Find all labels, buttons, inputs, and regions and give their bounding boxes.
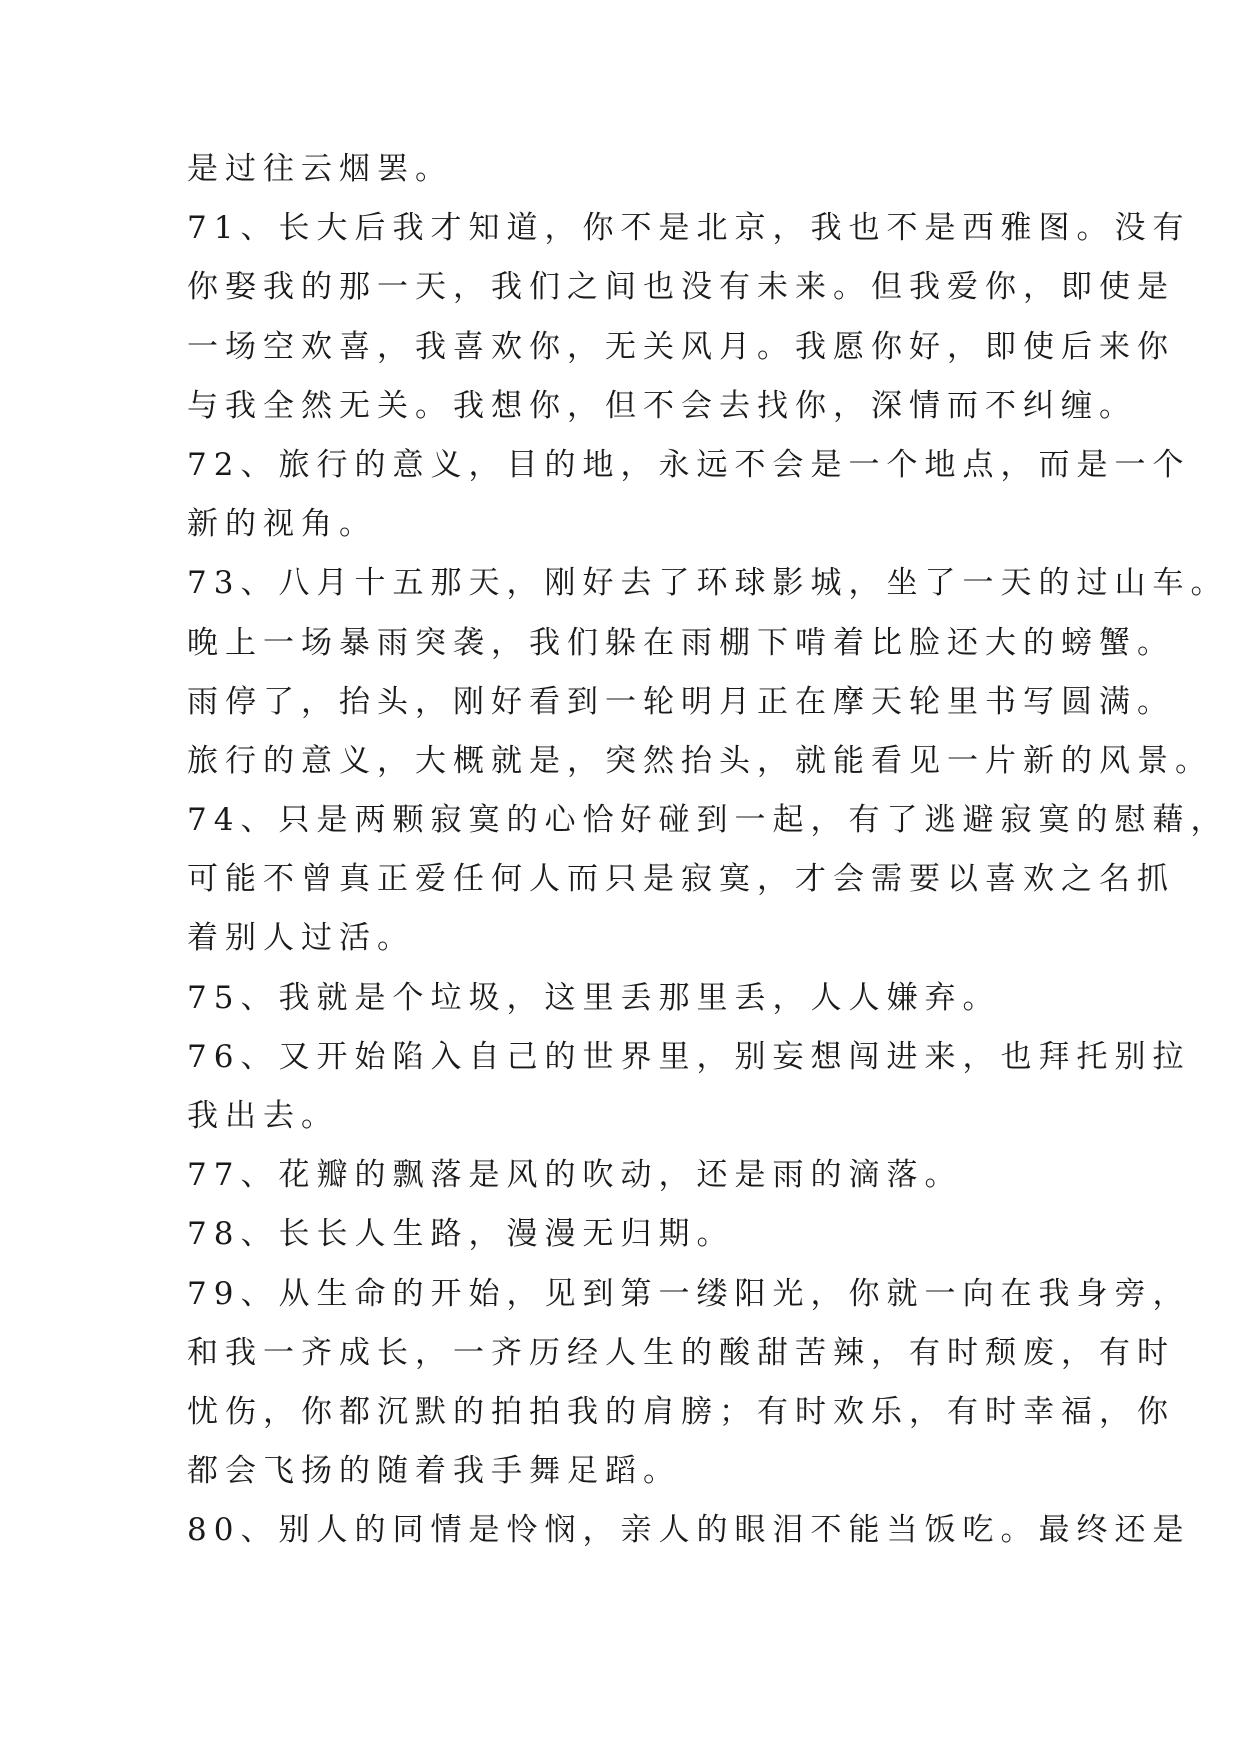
text-line: 74、只是两颗寂寞的心恰好碰到一起，有了逃避寂寞的慰藉， — [187, 802, 1229, 839]
text-line: 80、别人的同情是怜悯，亲人的眼泪不能当饭吃。最终还是 — [187, 1512, 1191, 1549]
text-line: 和我一齐成长，一齐历经人生的酸甜苦辣，有时颓废，有时 — [187, 1334, 1175, 1371]
text-line: 71、长大后我才知道，你不是北京，我也不是西雅图。没有 — [187, 210, 1191, 247]
text-line: 78、长长人生路，漫漫无归期。 — [187, 1216, 735, 1253]
text-line: 新的视角。 — [187, 506, 377, 543]
document-body — [0, 140, 1241, 1561]
text-line: 76、又开始陷入自己的世界里，别妄想闯进来，也拜托别拉 — [187, 1038, 1191, 1075]
text-line: 是过往云烟罢。 — [187, 151, 453, 187]
text-line: 一场空欢喜，我喜欢你，无关风月。我愿你好，即使后来你 — [187, 328, 1175, 365]
text-line: 77、花瓣的飘落是风的吹动，还是雨的滴落。 — [187, 1157, 963, 1194]
text-line: 你娶我的那一天，我们之间也没有未来。但我爱你，即使是 — [187, 269, 1175, 306]
text-line: 79、从生命的开始，见到第一缕阳光，你就一向在我身旁， — [187, 1275, 1191, 1312]
text-line: 与我全然无关。我想你，但不会去找你，深情而不纠缠。 — [187, 387, 1137, 424]
text-line: 我出去。 — [187, 1098, 339, 1134]
text-line: 75、我就是个垃圾，这里丢那里丢，人人嫌弃。 — [187, 979, 1001, 1016]
text-line: 都会飞扬的随着我手舞足蹈。 — [187, 1453, 681, 1490]
text-line: 可能不曾真正爱任何人而只是寂寞，才会需要以喜欢之名抓 — [187, 861, 1175, 898]
text-line: 旅行的意义，大概就是，突然抬头，就能看见一片新的风景。 — [187, 742, 1213, 779]
text-line: 着别人过活。 — [187, 920, 415, 957]
text-line: 晚上一场暴雨突袭，我们躲在雨棚下啃着比脸还大的螃蟹。 — [187, 624, 1175, 661]
text-line: 雨停了，抬头，刚好看到一轮明月正在摩天轮里书写圆满。 — [187, 683, 1175, 720]
text-line: 72、旅行的意义，目的地，永远不会是一个地点，而是一个 — [187, 446, 1191, 483]
text-line: 忧伤，你都沉默的拍拍我的肩膀；有时欢乐，有时幸福，你 — [187, 1393, 1175, 1430]
text-line: 73、八月十五那天，刚好去了环球影城，坐了一天的过山车。 — [187, 565, 1229, 602]
